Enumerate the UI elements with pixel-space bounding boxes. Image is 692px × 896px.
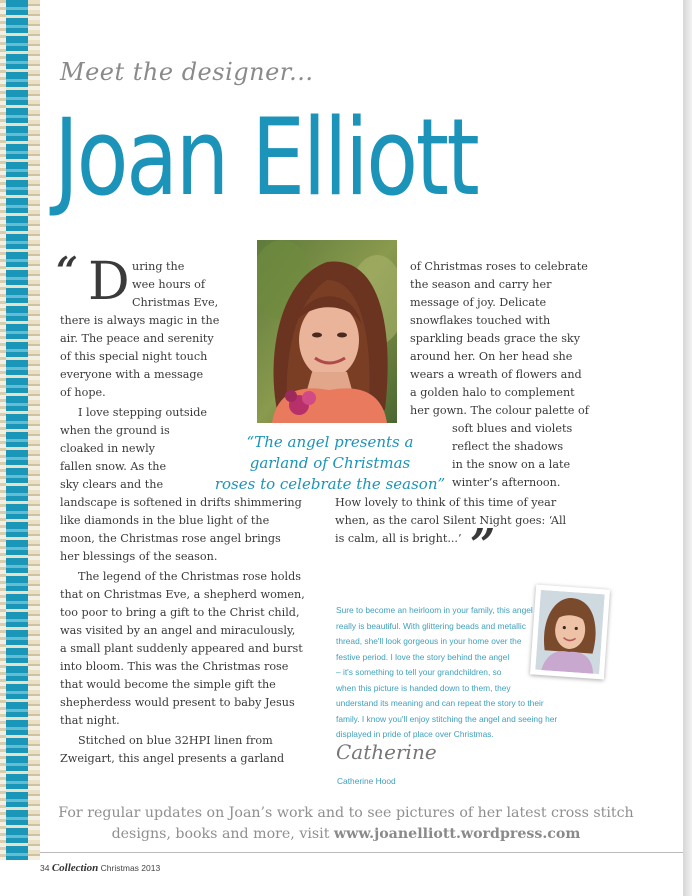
editor-note [336,603,557,743]
magazine-logo: Collection [51,862,99,874]
text-line: when the ground is [60,424,170,437]
text-line: that night. [60,714,120,727]
text-line: a small plant suddenly appeared and burst [60,642,303,655]
text-line: when, as the carol Silent Night goes: ‘All [335,514,567,527]
text-line: Christmas Eve, [132,296,219,309]
text-line: landscape is softened in drifts shimmering [60,496,302,509]
editor-portrait-photo [530,585,610,680]
text-line: of hope. [60,386,106,399]
editor-note-line: really is beautiful. With glittering beads and metallic [336,620,526,631]
lace-border-decoration [0,0,40,860]
text-line: shepherdess would present to baby Jesus [60,696,295,709]
text-line: her gown. The colour palette of [410,404,589,417]
editor-portrait-illustration [535,590,604,674]
designer-portrait-photo [257,240,397,423]
footer-divider [40,852,683,853]
text-line: of this special night touch [60,350,208,363]
page-number: 34 [40,863,50,873]
text-line: is calm, all is bright...’ [335,532,462,545]
close-quote-mark: ” [470,520,496,571]
editor-note-line: thread, she'll look gorgeous in your home over the [336,636,522,646]
text-line: air. The peace and serenity [60,332,214,345]
text-line: was visited by an angel and miraculously, [60,624,296,637]
page-edge-shadow [683,0,692,896]
text-line: sparkling beads grace the sky [410,332,581,345]
text-line: that would become the simple gift the [60,678,276,691]
text-line: the season and carry her [410,278,552,291]
editor-note-line: understand its meaning and can repeat the story to their [336,698,544,708]
editor-note-line: Sure to become an heirloom in your family, this angel [336,605,533,615]
pull-quote-line: roses to celebrate the season” [214,475,446,493]
text-line: wears a wreath of flowers and [410,368,582,381]
text-line: that on Christmas Eve, a shepherd women, [60,588,305,601]
pull-quote [200,432,460,495]
text-line: snowflakes touched with [410,314,551,327]
editor-note-line: displayed in pride of place over Christmas. [336,729,494,739]
text-line: I love stepping outside [78,406,208,419]
editor-note-line: – it's something to tell your grandchildren, so [336,667,502,677]
text-line: cloaked in newly [60,442,156,455]
section-kicker: Meet the designer... [60,58,314,86]
text-line: there is always magic in the [60,314,220,327]
lace-scalloped-edge [28,0,40,860]
editor-note-line: festive period. I love the story behind the angel [336,651,510,662]
text-line: soft blues and violets [452,422,573,435]
footer-promo-prefix: designs, books and more, visit [111,826,334,842]
text-line: The legend of the Christmas rose holds [78,570,301,583]
pull-quote-line: “The angel presents a [246,433,414,451]
lace-blue-band [6,0,28,860]
text-line: a golden halo to complement [410,386,575,399]
editor-note-line: family. I know you'll enjoy stitching the angel and seeing her [336,713,558,724]
text-line: Zweigart, this angel presents a garland [60,752,285,765]
text-line: into bloom. This was the Christmas rose [60,660,289,673]
text-line: reflect the shadows [452,440,564,453]
issue-label: Christmas 2013 [100,863,161,873]
footer-promo-line: For regular updates on Joan’s work and to see pictures of her latest cross stitch [58,805,634,821]
footer-promo-line [0,824,692,845]
text-line: winter’s afternoon. [452,476,561,489]
text-line: Stitched on blue 32HPI linen from [78,734,273,747]
footer-promo [0,803,692,845]
editor-name: Catherine Hood [337,776,396,786]
footer-url-link[interactable]: www.joanelliott.wordpress.com [333,826,581,842]
pull-quote-line: garland of Christmas [249,454,411,472]
text-line: her blessings of the season. [60,550,218,563]
text-line: fallen snow. As the [60,460,167,473]
drop-cap: D [88,252,130,312]
text-line: uring the [132,260,185,273]
text-line: in the snow on a late [452,458,571,471]
text-line: like diamonds in the blue light of the [60,514,270,527]
page-folio [40,862,160,874]
text-line: moon, the Christmas rose angel brings [60,532,281,545]
editor-note-line: when this picture is handed down to them, they [336,682,511,693]
text-line: too poor to bring a gift to the Christ child, [60,606,300,619]
text-line: wee hours of [132,278,206,291]
text-line: everyone with a message [60,368,204,381]
text-line: around her. On her head she [410,350,573,363]
portrait-illustration [257,240,397,423]
page-title: Joan Elliott [54,96,478,219]
open-quote-mark: “ [56,248,78,293]
text-line: How lovely to think of this time of year [335,496,557,509]
editor-signature: Catherine [336,740,437,764]
text-line: message of joy. Delicate [410,296,547,309]
text-line: of Christmas roses to celebrate [410,260,588,273]
text-line: sky clears and the [60,478,164,491]
